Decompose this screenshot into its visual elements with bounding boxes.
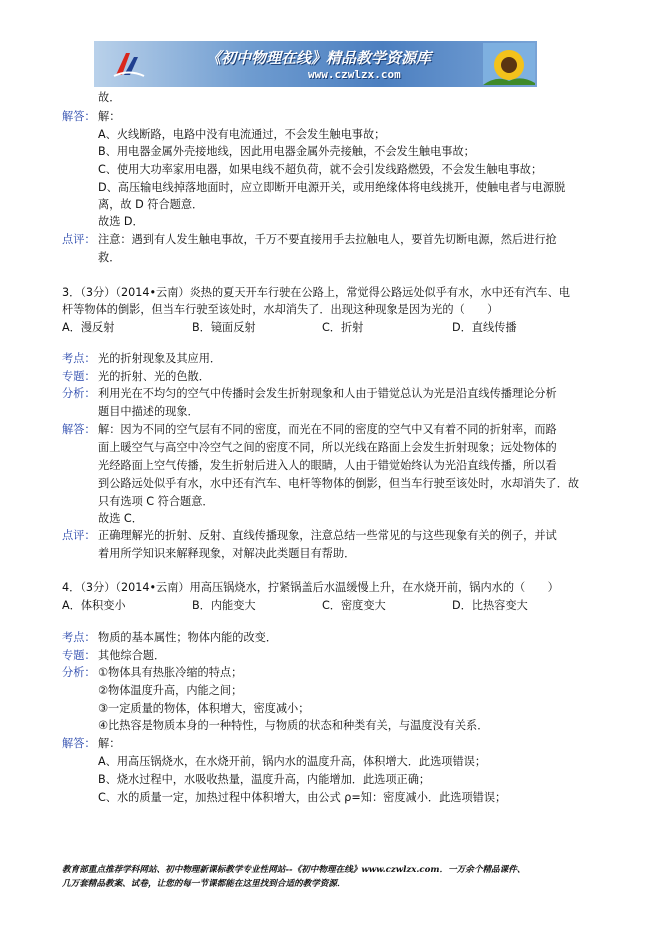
site-url[interactable]: www.czwlzx.com (308, 68, 401, 81)
text-line: ③一定质量的物体，体积增大，密度减小； (98, 702, 310, 715)
text-line: 着用所学知识来解释现象，对解决此类题目有帮助． (98, 547, 356, 560)
comment-label: 点评： (62, 529, 96, 542)
zhuanti-label: 专题： (62, 370, 96, 383)
fenxi-label: 分析： (62, 666, 96, 679)
footer-line: 几万套精品教案、试卷，让您的每一节课都能在这里找到合适的教学资源． (62, 879, 346, 889)
fenxi-label: 分析： (62, 387, 96, 400)
q3-zhuanti-row (62, 369, 210, 384)
text-line: B、用电器金属外壳接地线，因此用电器金属外壳接触，不会发生触电事故； (98, 145, 475, 158)
text-line: 只有选项 C 符合题意． (98, 495, 214, 508)
text-line: C、使用大功率家用电器，如果电线不超负荷，就不会引发线路燃毁，不会发生触电事故； (98, 163, 543, 176)
header-banner (94, 41, 537, 87)
text-line: 救． (98, 251, 121, 264)
kaodian-label: 考点： (62, 352, 96, 365)
q4-option-d: D．比热容变大 (452, 599, 528, 612)
q4-answer-row (62, 736, 120, 751)
q2-answer-row (62, 109, 120, 124)
q3-answer-row (62, 422, 557, 437)
text-line: 离，故 D 符合题意． (98, 198, 204, 211)
q4-kaodian-row (62, 630, 277, 645)
q3-option-d: D．直线传播 (452, 321, 517, 334)
answer-label: 解答： (62, 110, 96, 123)
text-line: 故选 D． (98, 215, 144, 228)
q4-option-c: C．密度变大 (322, 599, 386, 612)
text-line: 面上暖空气与高空中冷空气之间的密度不同，所以光线在路面上会发生折射现象；远处物体的 (98, 441, 557, 454)
text-line: 光经路面上空气传播，发生折射后进入人的眼睛，人由于错觉始终认为光沿直线传播，所以看 (98, 459, 557, 472)
zhuanti-text: 其他综合题． (98, 649, 166, 662)
text-line: 故选 C． (98, 512, 143, 525)
zhuanti-label: 专题： (62, 649, 96, 662)
text-line: A、用高压锅烧水，在水烧开前，锅内水的温度升高，体积增大．此选项错误； (98, 755, 487, 768)
footer-line: 教育部重点推荐学科网站、初中物理新课标教学专业性网站--《初中物理在线》www.czwlzx.com．一万余个精品课件、 (62, 865, 526, 875)
q3-comment-row (62, 528, 557, 543)
comment-label: 点评： (62, 233, 96, 246)
q3-fenxi-row (62, 386, 557, 401)
q4-zhuanti-row (62, 648, 165, 663)
text-line: B、烧水过程中，水吸收热量，温度升高，内能增加．此选项正确； (98, 773, 431, 786)
text-line: 故． (98, 91, 121, 104)
kaodian-text: 物质的基本属性；物体内能的改变． (98, 631, 278, 644)
kaodian-text: 光的折射现象及其应用． (98, 352, 222, 365)
logo-icon (112, 49, 146, 79)
answer-text: 解：因为不同的空气层有不同的密度，而光在不同的密度的空气中又有着不同的折射率，而路 (98, 423, 557, 436)
q4-stem: 4．（3分）（2014•云南）用高压锅烧水，拧紧锅盖后水温缓慢上升，在水烧开前，锅内水的（ ） (62, 581, 559, 594)
text-line: A、火线断路，电路中没有电流通过，不会发生触电事故； (98, 128, 386, 141)
page-footer (62, 863, 602, 891)
text-line: ④比热容是物质本身的一种特性，与物质的状态和种类有关，与温度没有关系． (98, 719, 489, 732)
text-line: ②物体温度升高，内能之间； (98, 684, 243, 697)
sunflower-icon (483, 43, 535, 85)
fenxi-text: ①物体具有热胀冷缩的特点； (98, 666, 243, 679)
fenxi-text: 利用光在不均匀的空气中传播时会发生折射现象和人由于错觉总认为光是沿直线传播理论分析 (98, 387, 557, 400)
text-line: 题目中描述的现象． (98, 405, 199, 418)
q3-option-c: C．折射 (322, 321, 364, 334)
q3-stem: 杆等物体的倒影，但当车行驶至该处时，水却消失了．出现这种现象是因为光的（ ） (62, 303, 499, 316)
q2-comment-row (62, 232, 557, 247)
answer-label: 解答： (62, 737, 96, 750)
q4-option-a: A．体积变小 (62, 599, 126, 612)
text-line: D、高压输电线掉落地面时，应立即断开电源开关，或用绝缘体将电线挑开，使触电者与电源脱 (98, 181, 566, 194)
q4-fenxi-row (62, 665, 242, 680)
q4-option-b: B．内能变大 (192, 599, 256, 612)
q3-option-a: A．漫反射 (62, 321, 115, 334)
q3-stem: 3．（3分）（2014•云南）炎热的夏天开车行驶在公路上，常觉得公路远处似乎有水，水中还有汽车、电 (62, 286, 570, 299)
text-line: 到公路远处似乎有水，水中还有汽车、电杆等物体的倒影，但当车行驶至该处时，水却消失了．故 (98, 477, 580, 490)
q3-kaodian-row (62, 351, 221, 366)
answer-head: 解： (98, 737, 121, 750)
site-title: 《初中物理在线》精品教学资源库 (206, 49, 432, 67)
answer-head: 解： (98, 110, 121, 123)
q3-option-b: B．镜面反射 (192, 321, 256, 334)
text-line: C、水的质量一定，加热过程中体积增大，由公式 ρ=知：密度减小．此选项错误； (98, 791, 507, 804)
comment-text: 正确理解光的折射、反射、直线传播现象，注意总结一些常见的与这些现象有关的例子，并试 (98, 529, 557, 542)
kaodian-label: 考点： (62, 631, 96, 644)
comment-text: 注意：遇到有人发生触电事故，千万不要直接用手去拉触电人，要首先切断电源，然后进行抢 (98, 233, 557, 246)
zhuanti-text: 光的折射、光的色散． (98, 370, 210, 383)
answer-label: 解答： (62, 423, 96, 436)
